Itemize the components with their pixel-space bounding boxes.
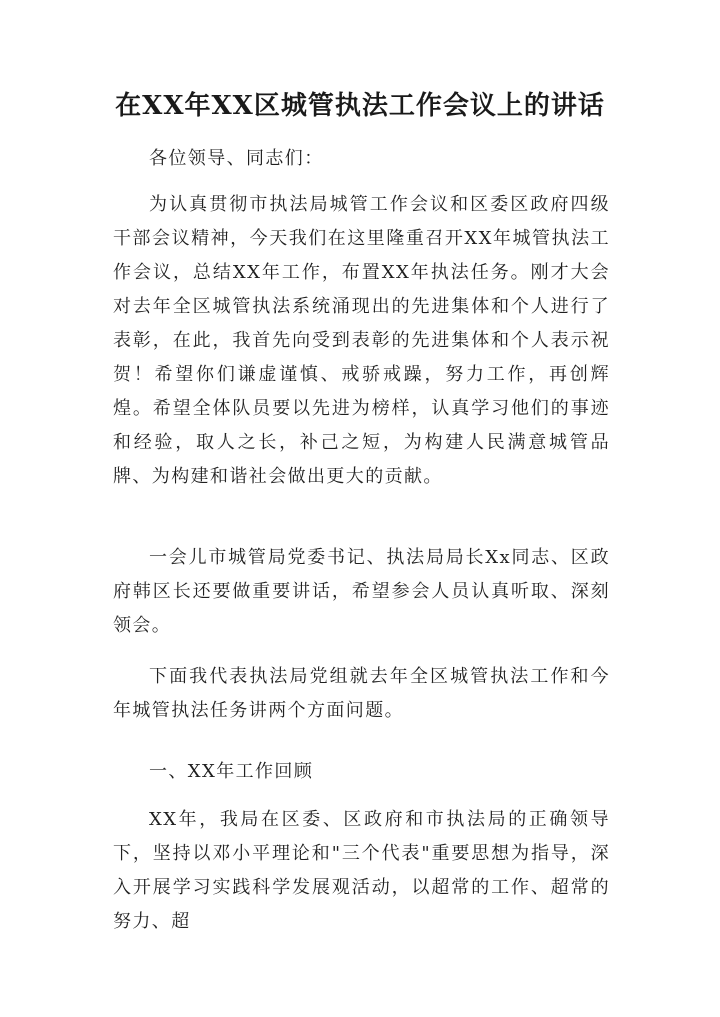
- paragraph-review: XX年，我局在区委、区政府和市执法局的正确领导下，坚持以邓小平理论和"三个代表"重要思想为指导，深入开展学习实践科学发展观活动，以超常的工作、超常的努力、超: [113, 809, 610, 932]
- document-title: 在XX年XX区城管执法工作会议上的讲话: [115, 91, 605, 121]
- paragraph-speakers: 一会儿市城管局党委书记、执法局局长Xx同志、区政府韩区长还要做重要讲话，希望参会人员认真听取、深刻领会。: [113, 547, 610, 636]
- section-heading: 一、XX年工作回顾: [149, 761, 314, 782]
- paragraph-outline: 下面我代表执法局党组就去年全区城管执法工作和今年城管执法任务讲两个方面问题。: [113, 666, 610, 721]
- paragraph-opening: 为认真贯彻市执法局城管工作会议和区委区政府四级干部会议精神，今天我们在这里隆重召开XX年城管执法工作会议，总结XX年工作，布置XX年执法任务。刚才大会对去年全区城管执法系统涌现出的先进集体和个人进行了表彰，在此，我首先向受到表彰的先进集体和个人表示祝贺！希望你们谦虚谨慎、戒骄戒躁，努力工作，再创辉煌。希望全体队员要以先进为榜样，认真学习他们的事迹和经验，取人之长，补己之短，为构建人民满意城管品牌、为构建和谐社会做出更大的贡献。: [113, 194, 610, 487]
- greeting: 各位领导、同志们：: [149, 148, 324, 169]
